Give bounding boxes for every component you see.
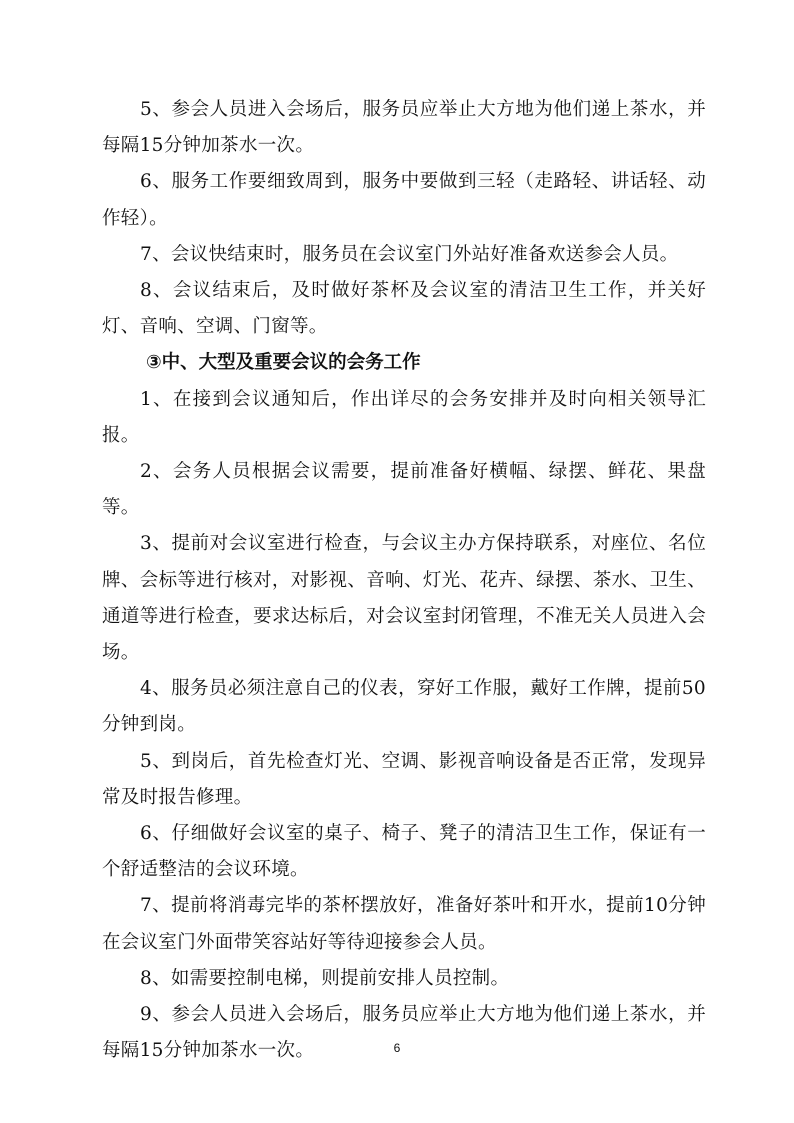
paragraph: 7、提前将消毒完毕的茶杯摆放好，准备好茶叶和开水，提前10分钟在会议室门外面带笑容站好等待迎接参会人员。	[102, 895, 706, 953]
section-heading: ③中、大型及重要会议的会务工作	[146, 352, 421, 374]
paragraph: 9、参会人员进入会场后，服务员应举止大方地为他们递上茶水，并每隔15分钟加茶水一次。	[102, 1004, 706, 1062]
paragraph: 8、会议结束后，及时做好茶杯及会议室的清洁卫生工作，并关好灯、音响、空调、门窗等。	[102, 280, 706, 338]
paragraph: 3、提前对会议室进行检查，与会议主办方保持联系，对座位、名位牌、会标等进行核对，对影视、音响、灯光、花卉、绿摆、茶水、卫生、通道等进行检查，要求达标后，对会议室封闭管理，不准无关人员进入会场。	[102, 533, 706, 664]
paragraph: 2、会务人员根据会议需要，提前准备好横幅、绿摆、鲜花、果盘等。	[102, 461, 706, 519]
paragraph: 6、仔细做好会议室的桌子、椅子、凳子的清洁卫生工作，保证有一个舒适整洁的会议环境。	[102, 823, 706, 881]
paragraph: 5、到岗后，首先检查灯光、空调、影视音响设备是否正常，发现异常及时报告修理。	[102, 750, 706, 808]
paragraph: 7、会议快结束时，服务员在会议室门外站好准备欢送参会人员。	[140, 243, 679, 265]
paragraph: 8、如需要控制电梯，则提前安排人员控制。	[140, 967, 510, 989]
paragraph: 6、服务工作要细致周到，服务中要做到三轻（走路轻、讲话轻、动作轻）。	[102, 171, 706, 229]
page-body	[102, 92, 706, 1069]
paragraph: 4、服务员必须注意自己的仪表，穿好工作服，戴好工作牌，提前50分钟到岗。	[102, 678, 706, 736]
page-number: 6	[393, 1041, 401, 1055]
paragraph: 1、在接到会议通知后，作出详尽的会务安排并及时向相关领导汇报。	[102, 388, 706, 446]
paragraph: 5、参会人员进入会场后，服务员应举止大方地为他们递上茶水，并每隔15分钟加茶水一次。	[102, 99, 706, 157]
